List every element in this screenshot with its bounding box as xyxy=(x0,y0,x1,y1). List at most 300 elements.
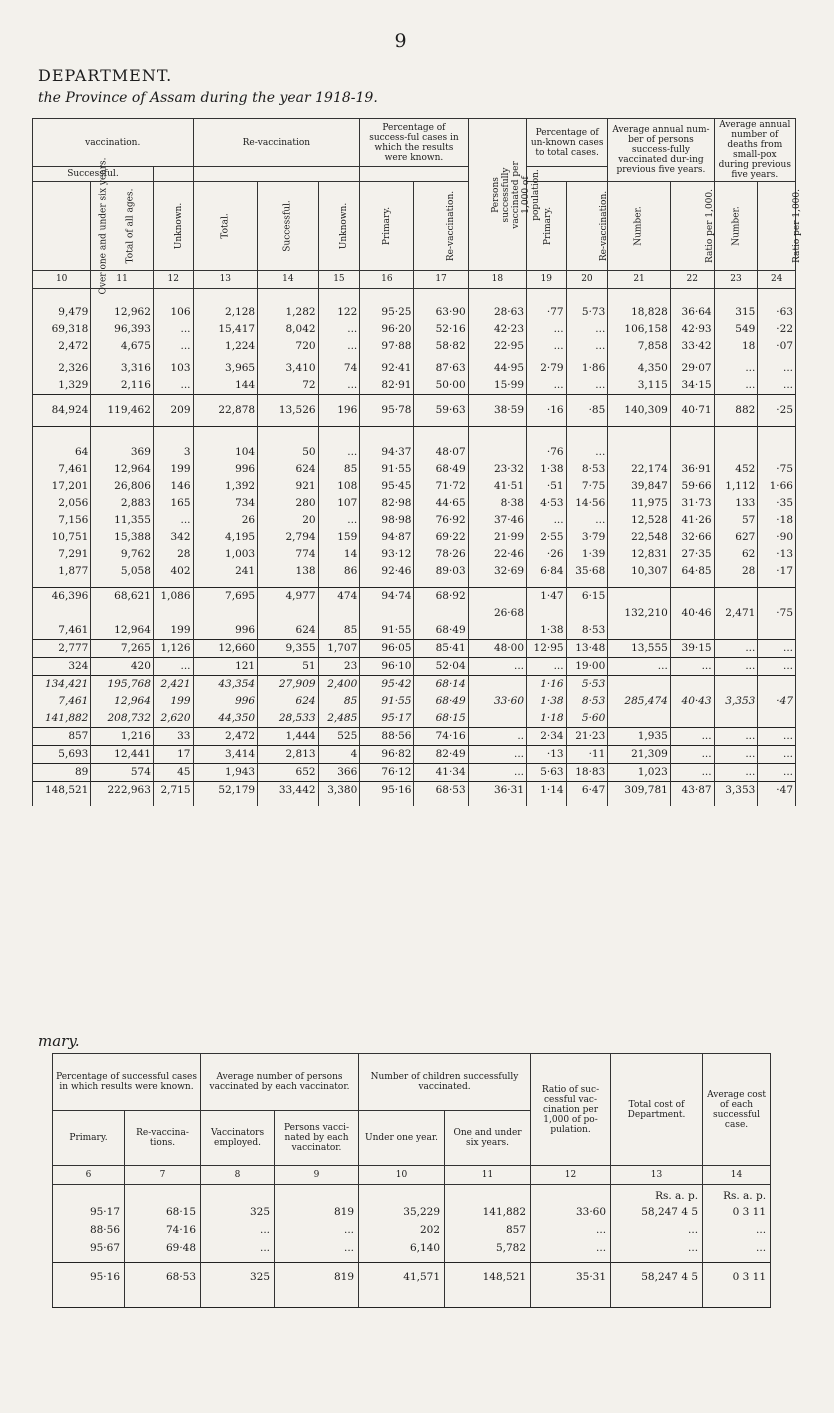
table-cell: 2,056 xyxy=(33,495,91,512)
header-total-cost: Total cost of Department. xyxy=(611,1054,703,1166)
table-cell: 95·78 xyxy=(360,395,414,427)
table-cell xyxy=(33,605,91,622)
table-cell: 44,350 xyxy=(193,710,258,728)
table-cell: 11,975 xyxy=(608,495,671,512)
table-cell: 5·73 xyxy=(566,289,608,322)
table-cell: 28 xyxy=(153,546,193,563)
table-cell: ... xyxy=(527,377,567,395)
table-cell xyxy=(714,710,758,728)
table-cell: 39·15 xyxy=(670,640,714,658)
table-cell: ... xyxy=(670,658,714,676)
table-row xyxy=(33,605,796,622)
table-row xyxy=(33,427,796,462)
table-cell: 62 xyxy=(714,546,758,563)
table-cell: 159 xyxy=(318,529,360,546)
col-unknown: Unknown. xyxy=(153,182,193,271)
table-cell: 1,086 xyxy=(153,588,193,606)
table-cell: ... xyxy=(468,764,526,782)
table-cell: 22,174 xyxy=(608,461,671,478)
table-cell: 21·99 xyxy=(468,529,526,546)
table-cell: 57 xyxy=(714,512,758,529)
table-cell: 5,693 xyxy=(33,746,91,764)
column-number: 12 xyxy=(153,271,193,289)
header-vaccination: vaccination. xyxy=(33,119,194,167)
table-row xyxy=(33,478,796,495)
header-avg-number: Average number of persons vaccinated by each vaccinator. xyxy=(201,1054,359,1111)
table-cell: 133 xyxy=(714,495,758,512)
table-cell: 1,224 xyxy=(193,338,258,355)
table-cell: 88·56 xyxy=(360,728,414,746)
table-cell: 652 xyxy=(258,764,318,782)
table-cell: 1·14 xyxy=(527,782,567,807)
table-cell: 42·23 xyxy=(468,321,526,338)
table-cell: 50 xyxy=(258,427,318,462)
table-cell: 32·66 xyxy=(670,529,714,546)
table-cell: 96·10 xyxy=(360,658,414,676)
table-cell: 996 xyxy=(193,693,258,710)
table-cell: ... xyxy=(531,1239,611,1263)
table-cell: ·47 xyxy=(758,782,796,807)
header-avg-success: Average annual num-ber of persons success-fully vaccinated dur-ing previous five years. xyxy=(608,119,714,182)
table-cell: ... xyxy=(527,338,567,355)
table-cell: ... xyxy=(670,746,714,764)
table-cell xyxy=(670,588,714,606)
header-persons-per-1000: Persons successfully vaccinated per 1,000 of population. xyxy=(468,119,526,271)
table-cell: 74·16 xyxy=(125,1221,201,1239)
table-cell: 17,201 xyxy=(33,478,91,495)
table-cell: 0 3 11 xyxy=(703,1263,771,1308)
table-cell: 1,216 xyxy=(91,728,154,746)
table-row xyxy=(33,676,796,694)
table-cell: 58·82 xyxy=(414,338,468,355)
table-cell: 19·00 xyxy=(566,658,608,676)
summary-table-body xyxy=(53,1166,771,1308)
table-cell: ... xyxy=(527,658,567,676)
table-cell: 26 xyxy=(193,512,258,529)
table-cell: 1,943 xyxy=(193,764,258,782)
table-cell: 8·38 xyxy=(468,495,526,512)
column-number: 13 xyxy=(611,1166,703,1185)
table-cell: 59·66 xyxy=(670,478,714,495)
table-cell: 285,474 xyxy=(608,693,671,710)
table-cell: 10,307 xyxy=(608,563,671,588)
table-cell: 23·32 xyxy=(468,461,526,478)
blank-cell xyxy=(275,1185,359,1204)
table-cell: 91·55 xyxy=(360,693,414,710)
table-cell xyxy=(414,605,468,622)
table-cell: ... xyxy=(670,728,714,746)
table-row xyxy=(33,622,796,640)
table-cell: 996 xyxy=(193,622,258,640)
table-cell: 2,777 xyxy=(33,640,91,658)
table-row xyxy=(33,588,796,606)
table-cell: ·07 xyxy=(758,338,796,355)
table-cell: 52,179 xyxy=(193,782,258,807)
table-cell: 32·69 xyxy=(468,563,526,588)
table-cell: 420 xyxy=(91,658,154,676)
table-cell: 474 xyxy=(318,588,360,606)
table-cell: 624 xyxy=(258,693,318,710)
table-row xyxy=(33,395,796,427)
table-cell: 18,828 xyxy=(608,289,671,322)
table-cell: ... xyxy=(318,512,360,529)
table-cell: ... xyxy=(153,338,193,355)
table-cell: 98·98 xyxy=(360,512,414,529)
table-cell: 819 xyxy=(275,1203,359,1221)
table-cell: 4,977 xyxy=(258,588,318,606)
table-cell: ... xyxy=(714,764,758,782)
table-cell: 1,877 xyxy=(33,563,91,588)
table-cell: ... xyxy=(703,1239,771,1263)
table-cell: 64 xyxy=(33,427,91,462)
table-cell: 94·37 xyxy=(360,427,414,462)
table-cell: 52·04 xyxy=(414,658,468,676)
table-cell: 134,421 xyxy=(33,676,91,694)
table-row xyxy=(33,377,796,395)
table-cell: 3 xyxy=(153,427,193,462)
column-number: 17 xyxy=(414,271,468,289)
table-cell: 22,878 xyxy=(193,395,258,427)
table-cell: 195,768 xyxy=(91,676,154,694)
table-cell: 6·15 xyxy=(566,588,608,606)
blank-cell xyxy=(531,1185,611,1204)
table-cell: 857 xyxy=(33,728,91,746)
table-cell xyxy=(714,622,758,640)
table-cell: 1·66 xyxy=(758,478,796,495)
col-one-under-six: One and under six years. xyxy=(445,1111,531,1166)
table-cell: 107 xyxy=(318,495,360,512)
table-cell: ... xyxy=(468,658,526,676)
table-cell: 148,521 xyxy=(33,782,91,807)
table-cell: 4,195 xyxy=(193,529,258,546)
table-cell: 22·46 xyxy=(468,546,526,563)
table-cell: 27,909 xyxy=(258,676,318,694)
table-cell: 402 xyxy=(153,563,193,588)
table-cell: 1,392 xyxy=(193,478,258,495)
table-cell: 18 xyxy=(714,338,758,355)
table-cell: 4 xyxy=(318,746,360,764)
summary-heading: mary. xyxy=(38,1032,80,1050)
table-cell: 23 xyxy=(318,658,360,676)
table-cell: 199 xyxy=(153,461,193,478)
header-blank xyxy=(153,167,193,182)
table-cell: 14 xyxy=(318,546,360,563)
table-cell: ... xyxy=(275,1239,359,1263)
table-cell: 1·38 xyxy=(527,693,567,710)
table-cell: 35·68 xyxy=(566,563,608,588)
table-cell: 33·60 xyxy=(468,693,526,710)
table-cell: 342 xyxy=(153,529,193,546)
column-number: 23 xyxy=(714,271,758,289)
table-cell: 33 xyxy=(153,728,193,746)
table-cell: 36·91 xyxy=(670,461,714,478)
table-cell: 1,023 xyxy=(608,764,671,782)
vaccination-table-body xyxy=(33,271,796,807)
table-cell: 2,472 xyxy=(33,338,91,355)
table-cell: 29·07 xyxy=(670,355,714,377)
table-cell: 3,380 xyxy=(318,782,360,807)
table-cell: 452 xyxy=(714,461,758,478)
table-cell: ... xyxy=(566,512,608,529)
column-number: 24 xyxy=(758,271,796,289)
table-cell: ... xyxy=(318,377,360,395)
table-cell: 36·31 xyxy=(468,782,526,807)
table-cell xyxy=(468,710,526,728)
table-cell: ... xyxy=(201,1239,275,1263)
table-cell: ... xyxy=(670,764,714,782)
table-cell xyxy=(608,588,671,606)
col-primary-unknown: Primary. xyxy=(527,182,567,271)
table-row xyxy=(33,728,796,746)
table-cell: 7·75 xyxy=(566,478,608,495)
table-cell: 89·03 xyxy=(414,563,468,588)
table-cell: 132,210 xyxy=(608,605,671,622)
table-cell: 146 xyxy=(153,478,193,495)
col-revaccination: Re-vaccination. xyxy=(414,182,468,271)
table-cell: 3,414 xyxy=(193,746,258,764)
table-cell: 2,813 xyxy=(258,746,318,764)
table-cell: 48·00 xyxy=(468,640,526,658)
table-cell: 12,528 xyxy=(608,512,671,529)
table-cell: 12,441 xyxy=(91,746,154,764)
table-row xyxy=(33,355,796,377)
table-cell: 7,461 xyxy=(33,693,91,710)
table-cell xyxy=(468,676,526,694)
table-row xyxy=(33,693,796,710)
table-cell: 33·42 xyxy=(670,338,714,355)
table-cell: 6·84 xyxy=(527,563,567,588)
table-cell: 106,158 xyxy=(608,321,671,338)
table-row xyxy=(33,746,796,764)
table-cell: 2,400 xyxy=(318,676,360,694)
table-cell: 9,479 xyxy=(33,289,91,322)
header-blank xyxy=(360,167,468,182)
table-cell: ... xyxy=(611,1239,703,1263)
column-number: 7 xyxy=(125,1166,201,1185)
table-cell: ... xyxy=(318,338,360,355)
table-cell: ... xyxy=(758,377,796,395)
table-cell: ... xyxy=(714,746,758,764)
column-number: 14 xyxy=(703,1166,771,1185)
table-cell: 69·22 xyxy=(414,529,468,546)
table-row xyxy=(33,640,796,658)
table-cell: 63·90 xyxy=(414,289,468,322)
table-cell: 309,781 xyxy=(608,782,671,807)
table-cell: ·16 xyxy=(527,395,567,427)
table-cell: ... xyxy=(153,377,193,395)
table-cell: 28·63 xyxy=(468,289,526,322)
table-cell: 324 xyxy=(33,658,91,676)
table-cell: 28,533 xyxy=(258,710,318,728)
table-cell: ·75 xyxy=(758,605,796,622)
table-cell: 92·41 xyxy=(360,355,414,377)
table-cell: 69,318 xyxy=(33,321,91,338)
column-number: 21 xyxy=(608,271,671,289)
column-number: 15 xyxy=(318,271,360,289)
col-total-all-ages: Total of all ages. xyxy=(91,182,154,271)
table-cell: 141,882 xyxy=(445,1203,531,1221)
table-cell: 574 xyxy=(91,764,154,782)
table-row xyxy=(33,338,796,355)
currency-row xyxy=(53,1185,771,1204)
col-revaccination-unknown: Re-vaccination. xyxy=(566,182,608,271)
table-cell: 9,762 xyxy=(91,546,154,563)
table-cell: 144 xyxy=(193,377,258,395)
table-cell: 96·82 xyxy=(360,746,414,764)
table-cell: 121 xyxy=(193,658,258,676)
table-cell: ... xyxy=(468,746,526,764)
table-cell: ·13 xyxy=(527,746,567,764)
table-cell: 31·73 xyxy=(670,495,714,512)
page-number: 9 xyxy=(394,30,407,52)
table-cell: 369 xyxy=(91,427,154,462)
table-cell: 41,571 xyxy=(359,1263,445,1308)
table-cell: 82·98 xyxy=(360,495,414,512)
table-cell xyxy=(758,622,796,640)
table-cell: ... xyxy=(531,1221,611,1239)
table-cell: 42·93 xyxy=(670,321,714,338)
table-row xyxy=(53,1239,771,1263)
table-cell: 68·49 xyxy=(414,461,468,478)
header-avg-deaths: Average annual number of deaths from small-pox during previous five years. xyxy=(714,119,795,182)
table-cell: 2,128 xyxy=(193,289,258,322)
table-cell: 44·95 xyxy=(468,355,526,377)
table-cell: ·63 xyxy=(758,289,796,322)
table-row xyxy=(33,782,796,807)
table-cell xyxy=(608,710,671,728)
header-ratio: Ratio of suc-cessful vac-cination per 1,000 of po-pulation. xyxy=(531,1054,611,1166)
header-successful: Successful. xyxy=(33,167,154,182)
table-cell: 199 xyxy=(153,693,193,710)
table-cell: 35,229 xyxy=(359,1203,445,1221)
table-cell xyxy=(153,605,193,622)
table-cell: 624 xyxy=(258,622,318,640)
table-cell: 8·53 xyxy=(566,461,608,478)
table-cell: ... xyxy=(566,377,608,395)
column-number-row xyxy=(33,271,796,289)
table-cell: ·25 xyxy=(758,395,796,427)
table-row xyxy=(33,495,796,512)
table-cell xyxy=(468,622,526,640)
table-cell xyxy=(714,588,758,606)
table-cell: 7,291 xyxy=(33,546,91,563)
table-cell: 2,485 xyxy=(318,710,360,728)
table-cell: 94·87 xyxy=(360,529,414,546)
table-cell: 48·07 xyxy=(414,427,468,462)
table-cell: 85 xyxy=(318,461,360,478)
table-cell: 624 xyxy=(258,461,318,478)
table-cell: 3,316 xyxy=(91,355,154,377)
blank-cell xyxy=(359,1185,445,1204)
table-cell: 241 xyxy=(193,563,258,588)
table-cell: 35·31 xyxy=(531,1263,611,1308)
table-cell: 41·34 xyxy=(414,764,468,782)
table-cell xyxy=(258,605,318,622)
table-cell: 366 xyxy=(318,764,360,782)
table-cell: 68·49 xyxy=(414,693,468,710)
table-cell: 0 3 11 xyxy=(703,1203,771,1221)
table-cell: 86 xyxy=(318,563,360,588)
table-row xyxy=(33,764,796,782)
table-cell: 1·16 xyxy=(527,676,567,694)
table-cell: ... xyxy=(566,338,608,355)
table-cell: 40·46 xyxy=(670,605,714,622)
blank-cell xyxy=(201,1185,275,1204)
column-number: 11 xyxy=(445,1166,531,1185)
table-cell: ·22 xyxy=(758,321,796,338)
table-cell: 122 xyxy=(318,289,360,322)
col-successful: Successful. xyxy=(258,182,318,271)
table-cell: 1,329 xyxy=(33,377,91,395)
table-cell: 4·53 xyxy=(527,495,567,512)
table-cell: 68·53 xyxy=(125,1263,201,1308)
table-cell: 22·95 xyxy=(468,338,526,355)
table-cell xyxy=(318,605,360,622)
table-cell: 8,042 xyxy=(258,321,318,338)
table-cell: 33,442 xyxy=(258,782,318,807)
table-cell: ·17 xyxy=(758,563,796,588)
table-cell: 1,126 xyxy=(153,640,193,658)
table-cell: 5·53 xyxy=(566,676,608,694)
table-cell: 95·67 xyxy=(53,1239,125,1263)
table-cell: 12,831 xyxy=(608,546,671,563)
table-cell xyxy=(566,605,608,622)
table-cell: ·77 xyxy=(527,289,567,322)
col-revaccinations: Re-vaccina-tions. xyxy=(125,1111,201,1166)
table-cell: 26,806 xyxy=(91,478,154,495)
table-cell: 87·63 xyxy=(414,355,468,377)
table-cell: 12,964 xyxy=(91,693,154,710)
table-cell: 5·63 xyxy=(527,764,567,782)
table-cell: 27·35 xyxy=(670,546,714,563)
table-cell: 36·64 xyxy=(670,289,714,322)
table-cell: 64·85 xyxy=(670,563,714,588)
table-cell xyxy=(360,605,414,622)
table-cell: 2,620 xyxy=(153,710,193,728)
table-cell: 58,247 4 5 xyxy=(611,1203,703,1221)
table-cell: 74·16 xyxy=(414,728,468,746)
table-cell: 7,156 xyxy=(33,512,91,529)
blank-cell xyxy=(53,1185,125,1204)
table-cell: 2,715 xyxy=(153,782,193,807)
table-cell: 12,962 xyxy=(91,289,154,322)
table-cell: 734 xyxy=(193,495,258,512)
table-cell: 2,472 xyxy=(193,728,258,746)
table-cell: 39,847 xyxy=(608,478,671,495)
table-cell: 199 xyxy=(153,622,193,640)
table-cell: ... xyxy=(758,640,796,658)
table-cell: 95·17 xyxy=(53,1203,125,1221)
table-cell: 12,660 xyxy=(193,640,258,658)
table-cell: 3,115 xyxy=(608,377,671,395)
blank-cell xyxy=(445,1185,531,1204)
table-cell: 76·12 xyxy=(360,764,414,782)
table-cell: 996 xyxy=(193,461,258,478)
table-cell: 11,355 xyxy=(91,512,154,529)
table-cell: ... xyxy=(608,658,671,676)
header-revaccination: Re-vaccination xyxy=(193,119,360,167)
table-cell: 1,935 xyxy=(608,728,671,746)
table-cell xyxy=(608,427,671,462)
table-cell: 21·23 xyxy=(566,728,608,746)
table-cell: 15·99 xyxy=(468,377,526,395)
table-cell: 325 xyxy=(201,1263,275,1308)
table-cell: 96,393 xyxy=(91,321,154,338)
table-row xyxy=(33,289,796,322)
table-cell: 91·55 xyxy=(360,622,414,640)
table-cell xyxy=(758,588,796,606)
col-number: Number. xyxy=(608,182,671,271)
